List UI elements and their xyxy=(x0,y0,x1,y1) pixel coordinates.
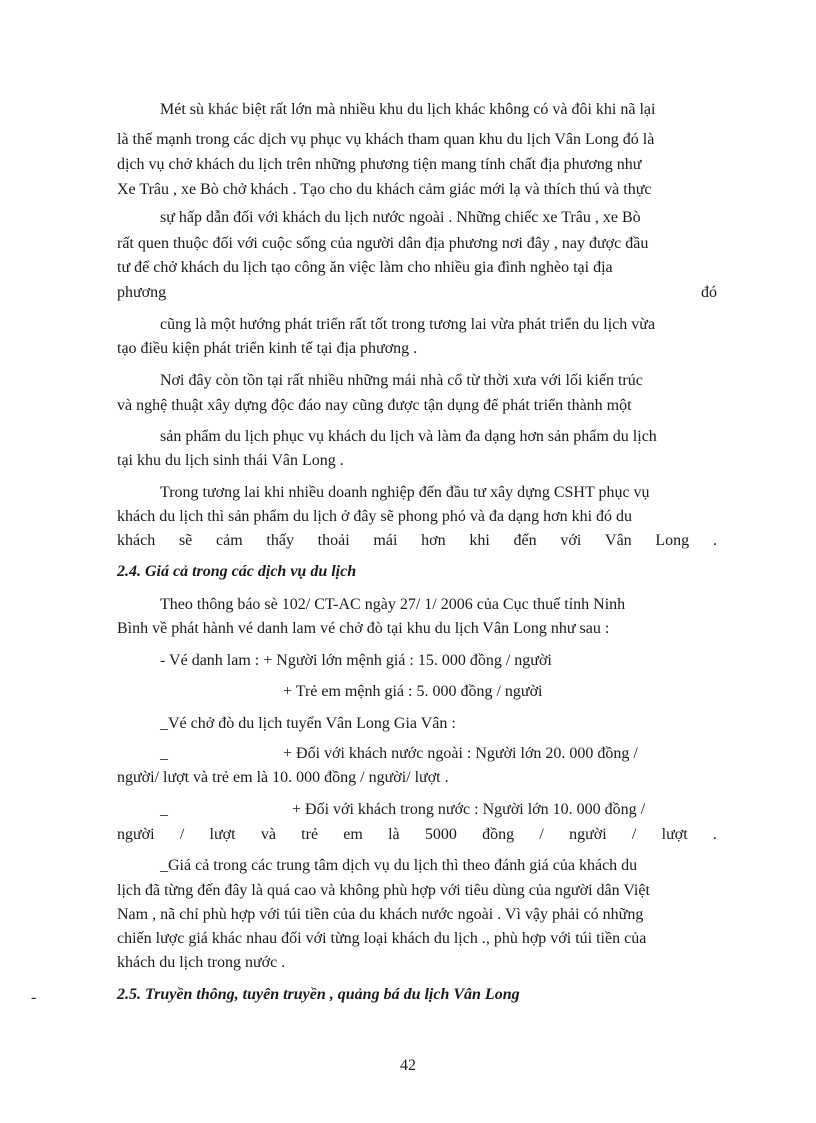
word: hơn xyxy=(421,532,446,549)
text-line: là thế mạnh trong các dịch vụ phục vụ khách tham quan khu du lịch Vân Long đó là xyxy=(117,131,655,148)
text-line: chiến lược giá khác nhau đối với từng loại khách du lịch ., phù hợp với túi tiền của xyxy=(117,930,647,947)
word: khi xyxy=(469,532,490,549)
word: thấy xyxy=(266,532,294,549)
text-line: + Đối với khách trong nước : Người lớn 10. 000 đồng / xyxy=(292,801,646,818)
list-marker: _ xyxy=(160,801,168,818)
section-heading: 2.4. Giá cả trong các dịch vụ du lịch xyxy=(117,563,357,580)
text-line: khách du lịch thì sản phẩm du lịch ở đây sẽ phong phó và đa dạng hơn khi đó du xyxy=(117,508,633,525)
text-line xyxy=(117,283,717,303)
word: đồng xyxy=(482,826,515,843)
text-line: Bình về phát hành vé danh lam vé chở đò tại khu du lịch Vân Long như sau : xyxy=(117,620,610,637)
word: / xyxy=(631,826,637,843)
text-line: + Đối với khách nước ngoài : Người lớn 20. 000 đồng / xyxy=(283,745,638,762)
list-marker: _ xyxy=(160,745,168,762)
text-line: người/ lượt và trẻ em là 10. 000 đồng / người/ lượt . xyxy=(117,769,449,786)
text-line: Mét sù khác biệt rất lớn mà nhiều khu du lịch khác không có và đôi khi nã lại xyxy=(160,101,656,118)
word: cảm xyxy=(216,532,243,549)
word: với xyxy=(560,532,582,549)
text-line: Nơi đây còn tồn tại rất nhiều những mái nhà cổ từ thời xưa với lối kiến trúc xyxy=(160,372,643,389)
list-item: + Trẻ em mệnh giá : 5. 000 đồng / người xyxy=(283,683,543,700)
text-line: sản phẩm du lịch phục vụ khách du lịch và làm đa dạng hơn sản phẩm du lịch xyxy=(160,428,657,445)
page-number: 42 xyxy=(400,1057,416,1074)
word: . xyxy=(712,532,717,549)
word: trẻ xyxy=(301,826,319,843)
word: khách xyxy=(117,532,156,549)
word: người xyxy=(569,826,607,843)
word: / xyxy=(179,826,185,843)
text-line xyxy=(117,825,717,845)
text-line: _Giá cả trong các trung tâm dịch vụ du lịch thì theo đánh giá của khách du xyxy=(160,857,638,874)
text-line: lịch đã từng đến đây là quá cao và không phù hợp với tiêu dùng của người dân Việt xyxy=(117,882,650,899)
word: và xyxy=(260,826,276,843)
text-line: tại khu du lịch sinh thái Vân Long . xyxy=(117,452,344,469)
word: đến xyxy=(513,532,537,549)
word: người xyxy=(117,826,155,843)
word: là xyxy=(388,826,400,843)
word: em xyxy=(343,826,363,843)
text-line: tư để chở khách du lịch tạo công ăn việc làm cho nhiều gia đình nghèo tại địa xyxy=(117,259,613,276)
word: lượt xyxy=(209,826,236,843)
text-line: Xe Trâu , xe Bò chở khách . Tạo cho du khách cảm giác mới lạ và thích thú và thực xyxy=(117,181,652,198)
text-line: cũng là một hướng phát triển rất tốt trong tương lai vừa phát triển du lịch vừa xyxy=(160,316,656,333)
list-item: - Vé danh lam : + Người lớn mệnh giá : 15. 000 đồng / người xyxy=(160,652,552,669)
list-item: _Vé chở đò du lịch tuyến Vân Long Gia Vân : xyxy=(160,715,456,732)
word: . xyxy=(712,826,717,843)
word: lượt xyxy=(661,826,688,843)
word: đó xyxy=(701,284,717,301)
text-line: và nghệ thuật xây dựng độc đáo nay cũng được tận dụng để phát triển thành một xyxy=(117,397,632,414)
text-line: dịch vụ chở khách du lịch trên những phương tiện mang tính chất địa phương như xyxy=(117,156,642,173)
word: / xyxy=(539,826,544,843)
word: phương xyxy=(117,284,167,301)
margin-mark: - xyxy=(31,989,37,1006)
text-line: Theo thông báo sè 102/ CT-AC ngày 27/ 1/ 2006 của Cục thuế tỉnh Ninh xyxy=(160,596,626,613)
text-line: Trong tương lai khi nhiều doanh nghiệp đến đầu tư xây dựng CSHT phục vụ xyxy=(160,484,650,501)
word: Long xyxy=(655,532,690,549)
text-line xyxy=(117,531,717,551)
text-line: rất quen thuộc đối với cuộc sống của người dân địa phương nơi đây , nay được đầu xyxy=(117,235,649,252)
word: mái xyxy=(373,532,398,549)
text-line: sự hấp dẫn đối với khách du lịch nước ngoài . Những chiếc xe Trâu , xe Bò xyxy=(160,209,641,226)
text-line: Nam , nã chỉ phù hợp với túi tiền của du khách nước ngoài . Vì vậy phải có những xyxy=(117,906,644,923)
word: Vân xyxy=(605,532,632,549)
section-heading: 2.5. Truyền thông, tuyên truyền , quảng bá du lịch Vân Long xyxy=(117,986,520,1003)
word: thoải xyxy=(317,532,350,549)
text-line: khách du lịch trong nước . xyxy=(117,954,286,971)
word: sẽ xyxy=(178,532,193,549)
word: 5000 xyxy=(424,826,457,843)
text-line: tạo điều kiện phát triển kinh tế tại địa phương . xyxy=(117,340,418,357)
